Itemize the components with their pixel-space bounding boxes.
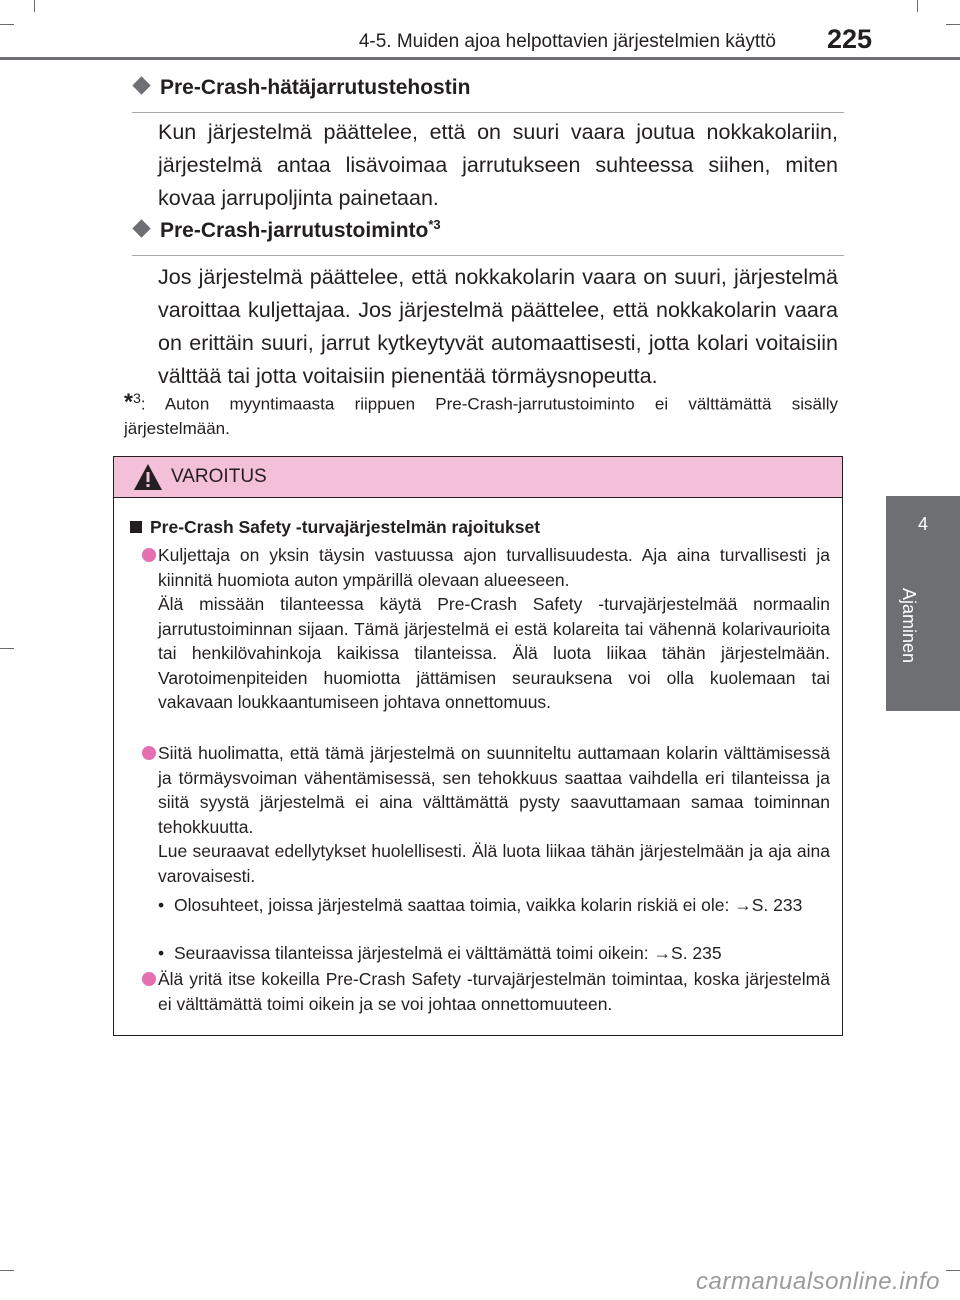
section-text-brake-assist: Kun järjestelmä päättelee, että on suuri vaara joutua nokkakolariin, järjestelmä antaa lisävoimaa jarrutukseen suhteessa siihen, miten kovaa jarrupoljinta painetaan. xyxy=(158,120,838,210)
square-bullet-icon xyxy=(130,521,142,533)
footnote-ref: *3 xyxy=(428,217,441,232)
chapter-tab xyxy=(886,496,960,711)
footnote-mark: * xyxy=(124,388,133,415)
footnote-text: : Auton myyntimaasta riippuen Pre-Crash-jarrutustoiminto ei välttämättä sisälly järjestelmään. xyxy=(124,394,838,438)
footnote-num: 3 xyxy=(132,391,141,407)
watermark: carmanualsonline.info xyxy=(696,1268,940,1295)
crop-mark xyxy=(946,1270,960,1271)
page-header xyxy=(0,0,960,56)
bullet-dot-icon xyxy=(142,746,156,760)
page-number: 225 xyxy=(826,24,872,54)
warning-bullet: Siitä huolimatta, että tämä järjestelmä on suunniteltu auttamaan kolarin välttämisessä ja törmäysvoiman vähentämisessä, sen tehokkuus saattaa vaihdella eri tilanteissa ja siitä syystä järjestelmä ei aina välttämättä pysty saavuttamaan samaa toiminnan tehokkuutta. Lue seuraavat edellytykset huolellisesti. Älä luota liikaa tähän järjestelmään ja aja aina varovaisesti. xyxy=(142,741,830,888)
bullet-dot-icon xyxy=(142,548,156,562)
section-text-braking-function: Jos järjestelmä päättelee, että nokkakolarin vaara on suuri, järjestelmä varoittaa kuljettajaa. Jos järjestelmä päättelee, että nokkakolarin vaara on erittäin suuri, jarrut kytkeytyvät automaattisesti, jotta kolari voitaisiin välttää tai jotta voitaisiin pienentää törmäysnopeutta. xyxy=(158,265,838,388)
diamond-icon xyxy=(132,76,150,94)
warning-box xyxy=(113,456,843,1036)
section-heading-brake-assist: Pre-Crash-hätäjarrutustehostin xyxy=(132,76,844,113)
footnote xyxy=(124,387,838,441)
header-rule xyxy=(0,57,960,60)
chapter-label: Ajaminen xyxy=(899,588,919,664)
warning-sub-item: • Seuraavissa tilanteissa järjestelmä ei välttämättä toimi oikein: →S. 235 xyxy=(158,943,722,963)
chapter-number: 4 xyxy=(917,514,928,534)
warning-subtitle: Pre-Crash Safety -turvajärjestelmän rajoitukset xyxy=(130,517,540,538)
crop-mark xyxy=(0,648,14,649)
section-heading-braking-function: Pre-Crash-jarrutustoiminto$^{*3}$ xyxy=(132,217,844,256)
diamond-icon xyxy=(132,219,150,237)
warning-header xyxy=(114,457,842,498)
warning-bullet: Kuljettaja on yksin täysin vastuussa ajon turvallisuudesta. Aja aina turvallisesti ja kiinnitä huomiota auton ympärillä olevaan alueeseen. Älä missään tilanteessa käytä Pre-Crash Safety -turvajärjestelmää normaalin jarrutustoiminnan sijaan. Tämä järjestelmä ei estä kolareita tai vähennä kolarivaurioita tai henkilövahinkoja kaikissa tilanteissa. Älä luota liikaa tähän järjestelmään. Varotoimenpiteiden huomiotta jättämisen seurauksena voi olla kuolemaan tai vakavaan loukkaantumiseen johtava onnettomuus. xyxy=(142,543,830,715)
warning-title: VAROITUS xyxy=(171,466,267,487)
crop-mark xyxy=(0,1270,14,1271)
warning-sub-item: • Olosuhteet, joissa järjestelmä saattaa toimia, vaikka kolarin riskiä ei ole: →S. 233 xyxy=(158,895,803,915)
warning-bullet: Älä yritä itse kokeilla Pre-Crash Safety -turvajärjestelmän toimintaa, koska järjestelmä ei välttämättä toimi oikein ja se voi johtaa onnettomuuteen. xyxy=(142,967,830,1016)
bullet-dot-icon xyxy=(142,972,156,986)
warning-triangle-icon xyxy=(132,462,164,492)
section-title: 4-5. Muiden ajoa helpottavien järjestelmien käyttö xyxy=(358,31,776,52)
